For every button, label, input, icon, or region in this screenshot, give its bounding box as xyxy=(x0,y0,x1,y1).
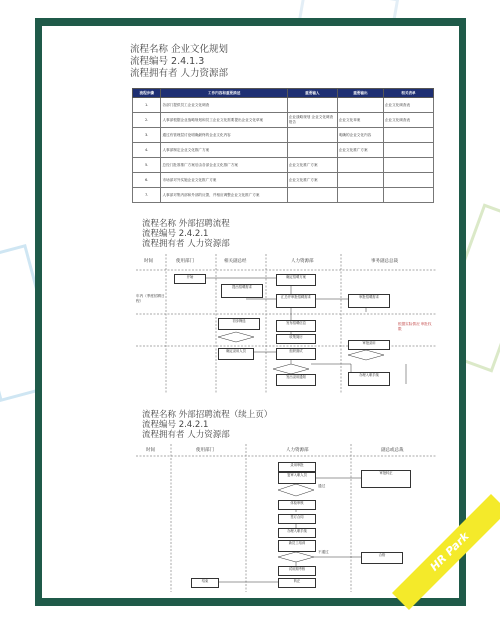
flow-box: 汇总并审批招聘需求 xyxy=(276,294,316,308)
step-input: 企业文化推广方案 xyxy=(287,158,337,173)
step-number: 5. xyxy=(133,158,161,173)
flow-box: 转正 xyxy=(278,578,316,588)
doc3-column-president: 副总或总裁 xyxy=(381,448,404,453)
flow-box: 发出录用通知 xyxy=(276,374,316,386)
step-form xyxy=(383,143,433,158)
step-desc: 人事部对集内部和外部的反馈，并相应调整企业文化推广方案 xyxy=(161,188,287,203)
step-input xyxy=(287,143,337,158)
flow-box: 收集简历 xyxy=(276,334,316,344)
flow-box-start: 开始 xyxy=(174,274,206,284)
table-row xyxy=(133,158,434,173)
step-form: 企业文化调查表 xyxy=(383,98,433,113)
document-page xyxy=(42,26,459,598)
flow-box: 审批录用 xyxy=(348,340,390,350)
badge-text: HR Park xyxy=(427,529,472,574)
table-row xyxy=(133,188,434,203)
doc2-column-president: 事务副总总裁 xyxy=(371,259,398,264)
step-number: 6. xyxy=(133,173,161,188)
step-output: 企业文化推广方案 xyxy=(337,143,383,158)
flow-label-pass: 通过 xyxy=(318,484,326,488)
step-number: 4. xyxy=(133,143,161,158)
flow-box: 复审入职人员 xyxy=(278,472,316,484)
step-input xyxy=(287,128,337,143)
table-row xyxy=(133,128,434,143)
flow-box: 发布招聘信息 xyxy=(276,320,316,332)
flow-box: 初步筛选 xyxy=(218,318,260,330)
step-form xyxy=(383,128,433,143)
step-desc: 市场部对外实施企业文化推广方案 xyxy=(161,173,287,188)
flow-box: 确定招聘方案 xyxy=(276,274,316,286)
doc3-column-dept: 使用部门 xyxy=(196,448,214,453)
step-desc: 各部门提供员工企业文化调查 xyxy=(161,98,287,113)
step-input xyxy=(287,188,337,203)
flow-label-fail: 不通过 xyxy=(318,550,329,554)
flow-box: 办理入职手续 xyxy=(348,372,390,386)
flow-box: 提出招聘需求 xyxy=(221,284,263,298)
table-header: 工作内容和重要描述 xyxy=(161,89,287,98)
step-desc: 总经门批准推广方案后由各部企业文化推广方案 xyxy=(161,158,287,173)
step-number: 7. xyxy=(133,188,161,203)
doc2-process-owner: 流程拥有者 人力资源部 xyxy=(142,239,230,249)
step-number: 2. xyxy=(133,113,161,128)
doc2-process-code: 流程编号 2.4.2.1 xyxy=(142,229,209,239)
doc1-process-code: 流程编号 2.4.1.3 xyxy=(130,56,205,67)
step-input: 企业战略规划 企业文化调查报告 xyxy=(287,113,337,128)
step-output xyxy=(337,158,383,173)
step-form xyxy=(383,158,433,173)
flow-box: 合格 xyxy=(361,552,403,564)
step-output: 企业文化草案 xyxy=(337,113,383,128)
doc3-column-time: 时间 xyxy=(146,448,155,453)
step-output: 明确的企业文化内容 xyxy=(337,128,383,143)
doc2-process-name: 流程名称 外部招聘流程 xyxy=(142,219,230,229)
table-row xyxy=(133,143,434,158)
flow-box: 确定录用人员 xyxy=(218,348,254,360)
step-number: 1. xyxy=(133,98,161,113)
doc2-column-vp: 相关副总经 xyxy=(224,259,247,264)
doc2-column-dept: 使用部门 xyxy=(176,259,194,264)
doc2-column-hr: 人力资源部 xyxy=(291,259,314,264)
flow-box: 审批转正 xyxy=(361,470,411,488)
doc2-side-note: 根据实际情况 审批权限 xyxy=(398,322,432,331)
doc1-process-name: 流程名称 企业文化规划 xyxy=(130,44,229,55)
table-header: 流程步骤 xyxy=(133,89,161,98)
step-number: 3. xyxy=(133,128,161,143)
flow-box: 录用审批 xyxy=(278,462,316,472)
doc3-process-name: 流程名称 外部招聘流程（续上页） xyxy=(142,410,273,420)
step-input xyxy=(287,98,337,113)
doc2-column-time: 时间 xyxy=(144,259,153,264)
flow-box: 体检审核 xyxy=(278,500,316,510)
step-desc: 通过有管理层讨论明确最终的企业文化内容 xyxy=(161,128,287,143)
doc1-process-owner: 流程拥有者 人力资源部 xyxy=(130,68,229,79)
flow-box: 审批招聘需求 xyxy=(348,294,390,308)
doc3-process-owner: 流程拥有者 人力资源部 xyxy=(142,430,230,440)
doc2-time-label: 年内（季度招聘日程） xyxy=(136,294,165,303)
step-output xyxy=(337,173,383,188)
step-input: 企业文化推广方案 xyxy=(287,173,337,188)
table-header: 相关表单 xyxy=(383,89,433,98)
doc2-flowchart xyxy=(136,254,436,394)
flow-box: 试用期考核 xyxy=(278,566,316,576)
flow-box: 办理入职手续 xyxy=(278,528,316,538)
step-form xyxy=(383,173,433,188)
flow-box: 新员工培训 xyxy=(278,540,316,552)
table-header: 重要输出 xyxy=(337,89,383,98)
step-desc: 人事部根据企业战略规划和员工企业文化需要提出企业文化草案 xyxy=(161,113,287,128)
flow-box: 组织面试 xyxy=(276,348,316,360)
step-output xyxy=(337,188,383,203)
doc3-flowchart xyxy=(136,444,436,592)
flow-box: 签订合同 xyxy=(278,514,316,524)
doc3-column-hr: 人力资源部 xyxy=(286,448,309,453)
table-row xyxy=(133,98,434,113)
table-row xyxy=(133,173,434,188)
step-desc: 人事部制定企业文化推广方案 xyxy=(161,143,287,158)
step-form xyxy=(383,188,433,203)
flow-box-end: 结束 xyxy=(191,578,219,588)
doc3-process-code: 流程编号 2.4.2.1 xyxy=(142,420,209,430)
table-header: 重要输入 xyxy=(287,89,337,98)
table-row xyxy=(133,113,434,128)
doc1-process-table xyxy=(132,88,434,203)
step-output xyxy=(337,98,383,113)
step-form: 企业文化调查表 xyxy=(383,113,433,128)
